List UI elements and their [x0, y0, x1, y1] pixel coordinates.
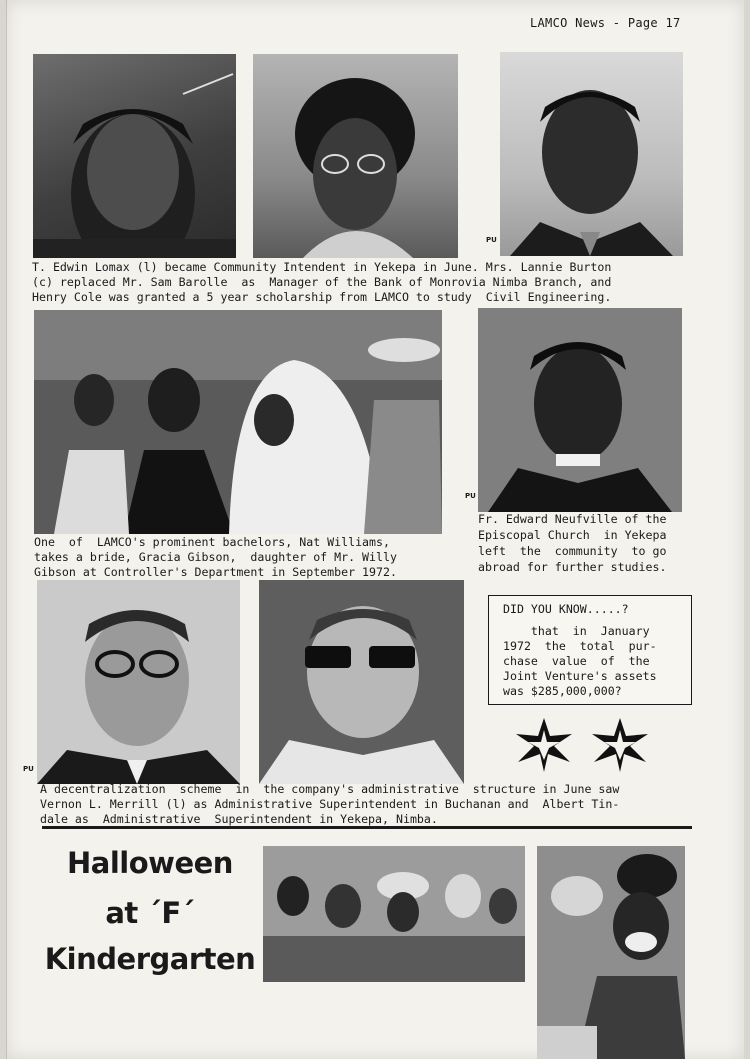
photo-henry-cole — [500, 52, 683, 256]
photo-halloween-children-group — [263, 846, 525, 982]
photo-credit-mark: PU — [486, 236, 497, 244]
caption-admin-line2: Vernon L. Merrill (l) as Administrative Superintendent in Buchanan and Albert Tin- — [40, 797, 620, 811]
halloween-heading-line1: Halloween — [67, 846, 233, 880]
caption-wedding-line1: One of LAMCO's prominent bachelors, Nat Williams, — [34, 535, 390, 549]
lamco-logo-icon — [514, 716, 574, 774]
caption-priest-line4: abroad for further studies. — [478, 560, 667, 574]
did-you-know-body-line4: Joint Venture's assets — [503, 669, 657, 683]
halloween-heading-line3: Kindergarten — [44, 942, 256, 976]
newsletter-page — [6, 0, 744, 1059]
lamco-logo-icon — [590, 716, 650, 774]
photo-credit-mark: PU — [465, 492, 476, 500]
photo-vernon-merrill — [37, 580, 240, 784]
page-header: LAMCO News - Page 17 — [530, 16, 681, 30]
section-divider — [42, 826, 692, 829]
caption-priest-line2: Episcopal Church in Yekepa — [478, 528, 667, 542]
photo-credit-mark: PU — [23, 765, 34, 773]
caption-wedding-line2: takes a bride, Gracia Gibson, daughter of Mr. Willy — [34, 550, 397, 564]
caption-top-line3: Henry Cole was granted a 5 year scholarship from LAMCO to study Civil Engineering. — [32, 290, 612, 304]
photo-edwin-lomax — [33, 54, 236, 258]
caption-top-line1: T. Edwin Lomax (l) became Community Intendent in Yekepa in June. Mrs. Lannie Burton — [32, 260, 612, 274]
photo-halloween-child-masked — [537, 846, 685, 1059]
photo-edward-neufville — [478, 308, 682, 512]
did-you-know-title: DID YOU KNOW.....? — [503, 602, 629, 616]
photo-wedding — [34, 310, 442, 534]
page-edge — [6, 0, 7, 1059]
did-you-know-body-line2: 1972 the total pur- — [503, 639, 657, 653]
did-you-know-body-line5: was $285,000,000? — [503, 684, 622, 698]
caption-top-line2: (c) replaced Mr. Sam Barolle as Manager of the Bank of Monrovia Nimba Branch, and — [32, 275, 612, 289]
photo-albert-tindale — [259, 580, 464, 784]
halloween-heading-line2: at ´F´ — [105, 896, 195, 930]
did-you-know-body-line1: that in January — [503, 624, 650, 638]
caption-admin-line3: dale as Administrative Superintendent in Yekepa, Nimba. — [40, 812, 438, 826]
caption-admin-line1: A decentralization scheme in the company's administrative structure in June saw — [40, 782, 620, 796]
did-you-know-body-line3: chase value of the — [503, 654, 650, 668]
caption-wedding-line3: Gibson at Controller's Department in September 1972. — [34, 565, 397, 579]
caption-priest-line3: left the community to go — [478, 544, 667, 558]
did-you-know-box — [488, 595, 692, 705]
photo-lannie-burton — [253, 54, 458, 258]
caption-priest-line1: Fr. Edward Neufville of the — [478, 512, 667, 526]
